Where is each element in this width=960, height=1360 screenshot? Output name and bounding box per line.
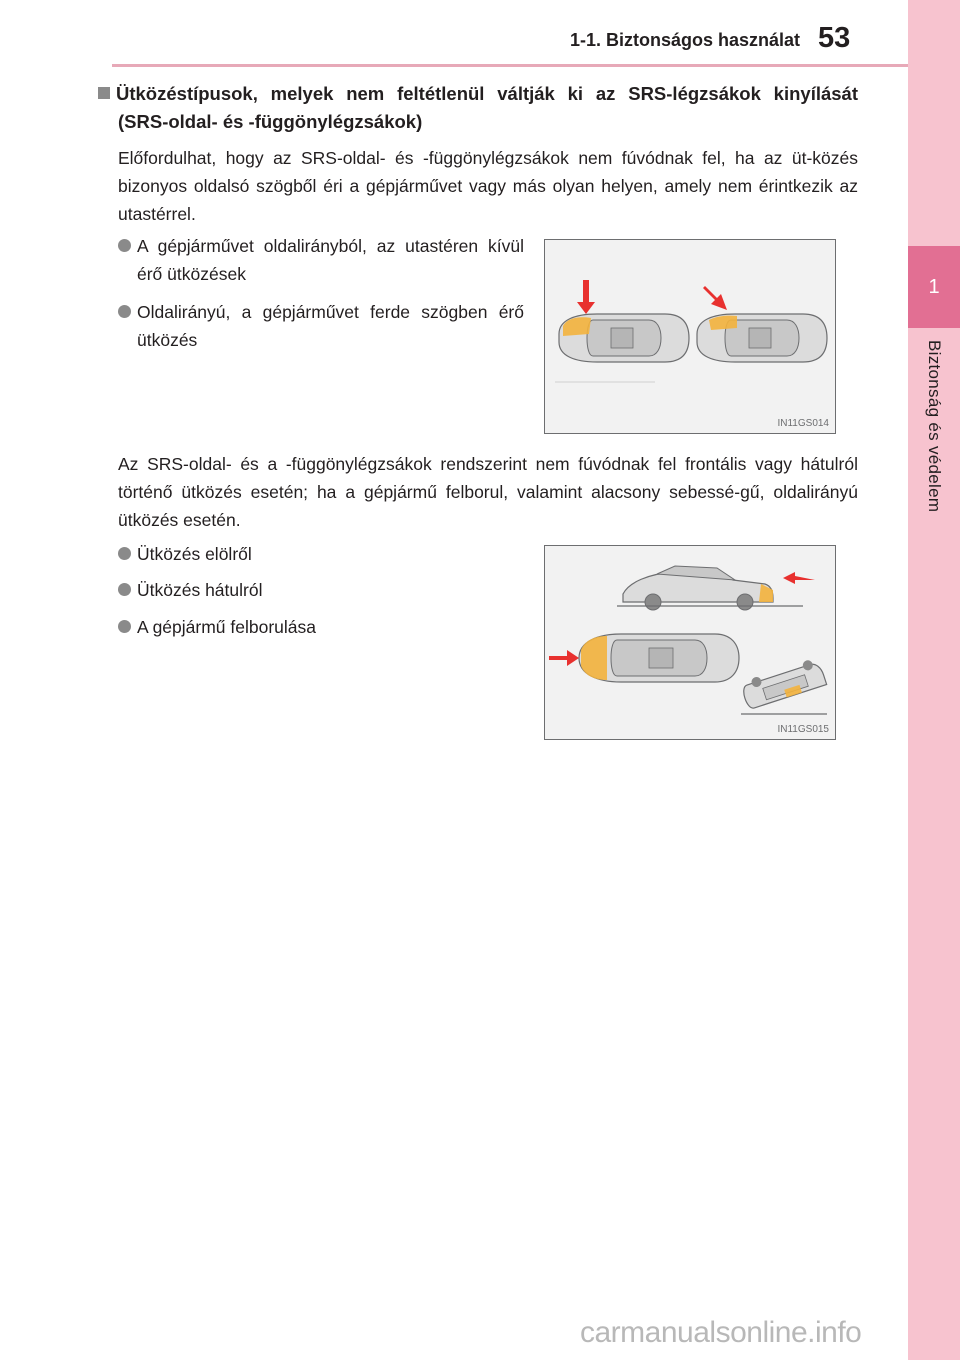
watermark: carmanualsonline.info — [580, 1316, 862, 1349]
chapter-number: 1 — [928, 275, 940, 298]
intro-paragraph: Előfordulhat, hogy az SRS-oldal- és -függönylégzsákok nem fúvódnak fel, ha az üt-közés bizonyos oldalsó szögből éri a gépjárművet vagy más olyan helyen, amely nem érintkezik az utastérrel. — [118, 148, 858, 224]
list-item: Ütközés hátulról — [118, 576, 262, 604]
list-item: A gépjárművet oldalirányból, az utastéren kívül érő ütközések — [118, 232, 524, 288]
overturned-car-icon — [740, 657, 827, 710]
car-side-view-icon — [623, 566, 773, 610]
page-number: 53 — [818, 22, 851, 54]
figure-code: IN11GS015 — [777, 724, 829, 735]
bullet-dot-icon — [118, 305, 131, 318]
figure-code: IN11GS014 — [777, 418, 829, 429]
header-divider — [112, 64, 960, 67]
chapter-tab[interactable] — [908, 246, 960, 328]
impact-arrow-icon — [549, 650, 579, 666]
heading-line-1: Ütközéstípusok, melyek nem feltétlenül váltják ki az SRS-légzsákok kinyílását — [116, 83, 858, 104]
section-heading — [98, 80, 858, 136]
car-top-view-icon — [559, 314, 689, 362]
car-top-view-icon — [697, 314, 827, 362]
front-rear-rollover-illustration — [545, 546, 835, 739]
bullet-dot-icon — [118, 239, 131, 252]
list-item: Ütközés elölről — [118, 540, 252, 568]
chapter-sidebar — [908, 0, 960, 1360]
chapter-label: Biztonság és védelem — [925, 340, 944, 513]
list-item: A gépjármű felborulása — [118, 613, 316, 641]
bullet-dot-icon — [118, 620, 131, 633]
middle-paragraph: Az SRS-oldal- és a -függönylégzsákok rendszerint nem fúvódnak fel frontális vagy hátulról történő ütközés esetén; ha a gépjármű felborul, valamint alacsony sebessé-gű, oldalirányú ütközés esetén. — [118, 454, 858, 530]
header-section-title: 1-1. Biztonságos használat — [569, 30, 800, 50]
figure-front-rear-rollover — [544, 545, 836, 740]
impact-arrow-icon — [703, 286, 727, 310]
list-item: Oldalirányú, a gépjárművet ferde szögben érő ütközés — [118, 298, 524, 354]
heading-line-2: (SRS-oldal- és -függönylégzsákok) — [118, 111, 423, 132]
bullet-dot-icon — [118, 583, 131, 596]
impact-arrow-icon — [783, 572, 815, 584]
bullet-dot-icon — [118, 547, 131, 560]
heading-square-icon — [98, 87, 110, 99]
figure-side-impact — [544, 239, 836, 434]
side-impact-illustration — [545, 240, 835, 433]
car-top-view-icon — [579, 634, 739, 682]
impact-arrow-icon — [577, 280, 595, 314]
